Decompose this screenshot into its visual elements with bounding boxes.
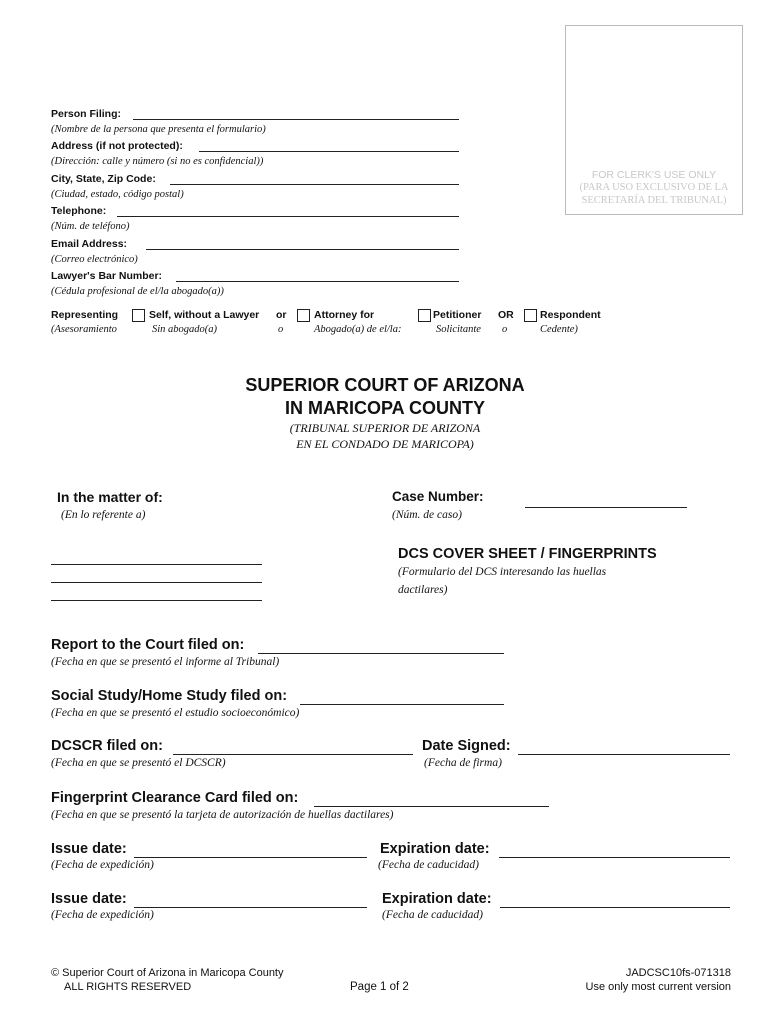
footer-form-code: JADCSC10fs-071318	[625, 967, 731, 979]
representing-label-es: (Asesoramiento	[51, 324, 117, 335]
attorney-label-es: Abogado(a) de el/la:	[314, 324, 402, 335]
date-signed-label: Date Signed:	[422, 738, 511, 754]
issue-date-label-2: Issue date:	[51, 891, 127, 907]
expiration-date-field-1[interactable]	[499, 857, 730, 858]
self-checkbox[interactable]	[132, 309, 145, 322]
footer-copyright: © Superior Court of Arizona in Maricopa County	[51, 967, 284, 979]
court-title-line1: SUPERIOR COURT OF ARIZONA	[245, 375, 525, 395]
email-field[interactable]	[146, 249, 459, 250]
footer-page-number: Page 1 of 2	[350, 981, 409, 993]
fingerprint-card-field[interactable]	[314, 806, 549, 807]
social-study-label-es: (Fecha en que se presentó el estudio socioeconómico)	[51, 707, 300, 719]
expiration-date-label-1: Expiration date:	[380, 841, 490, 857]
expiration-date-field-2[interactable]	[500, 907, 730, 908]
expiration-date-label-es-1: (Fecha de caducidad)	[378, 859, 479, 871]
bar-number-field[interactable]	[176, 281, 459, 282]
court-title-es-line1: (TRIBUNAL SUPERIOR DE ARIZONA	[289, 421, 481, 435]
city-field[interactable]	[170, 184, 459, 185]
telephone-field[interactable]	[117, 216, 459, 217]
clerk-use-label-es-2: SECRETARÍA DEL TRIBUNAL)	[581, 195, 727, 206]
dcscr-filed-label-es: (Fecha en que se presentó el DCSCR)	[51, 757, 226, 769]
respondent-checkbox[interactable]	[524, 309, 537, 322]
fingerprint-card-label: Fingerprint Clearance Card filed on:	[51, 790, 299, 806]
address-label: Address (if not protected):	[51, 140, 183, 152]
matter-label-es: (En lo referente a)	[61, 509, 146, 521]
petitioner-label: Petitioner	[433, 309, 482, 321]
report-filed-label-es: (Fecha en que se presentó el informe al Tribunal)	[51, 656, 280, 668]
respondent-label: Respondent	[540, 309, 601, 321]
expiration-date-label-2: Expiration date:	[382, 891, 492, 907]
issue-date-field-2[interactable]	[134, 907, 367, 908]
representing-label: Representing	[51, 309, 119, 321]
date-signed-field[interactable]	[518, 754, 730, 755]
report-filed-label: Report to the Court filed on:	[51, 637, 245, 653]
telephone-label: Telephone:	[51, 205, 107, 217]
footer-rights: ALL RIGHTS RESERVED	[64, 981, 192, 993]
date-signed-label-es: (Fecha de firma)	[424, 757, 502, 769]
matter-field-line1[interactable]	[51, 564, 262, 565]
address-label-es: (Dirección: calle y número (si no es confidencial))	[51, 156, 264, 167]
court-title-es-line2: EN EL CONDADO DE MARICOPA)	[296, 437, 474, 451]
expiration-date-label-es-2: (Fecha de caducidad)	[382, 909, 483, 921]
matter-field-line3[interactable]	[51, 600, 262, 601]
case-number-field[interactable]	[525, 507, 687, 508]
dcs-cover-sheet-title: DCS COVER SHEET / FINGERPRINTS	[398, 546, 657, 562]
or-uppercase-label: OR	[498, 309, 514, 321]
report-filed-field[interactable]	[258, 653, 504, 654]
email-label-es: (Correo electrónico)	[51, 254, 138, 265]
clerk-use-label: FOR CLERK'S USE ONLY	[591, 169, 717, 181]
petitioner-checkbox[interactable]	[418, 309, 431, 322]
issue-date-label-es-1: (Fecha de expedición)	[51, 859, 154, 871]
issue-date-label-1: Issue date:	[51, 841, 127, 857]
clerk-use-box	[565, 25, 743, 215]
social-study-field[interactable]	[300, 704, 504, 705]
dcscr-filed-label: DCSCR filed on:	[51, 738, 163, 754]
dcscr-filed-field[interactable]	[173, 754, 413, 755]
issue-date-label-es-2: (Fecha de expedición)	[51, 909, 154, 921]
social-study-label: Social Study/Home Study filed on:	[51, 688, 288, 704]
petitioner-label-es: Solicitante	[436, 324, 481, 335]
self-label-es: Sin abogado(a)	[152, 324, 218, 335]
or-label: or	[276, 309, 287, 321]
case-number-label-es: (Núm. de caso)	[392, 509, 462, 521]
city-label: City, State, Zip Code:	[51, 173, 156, 185]
attorney-checkbox[interactable]	[297, 309, 310, 322]
person-filing-field[interactable]	[133, 119, 459, 120]
bar-number-label: Lawyer's Bar Number:	[51, 270, 163, 282]
bar-number-label-es: (Cédula profesional de el/la abogado(a))	[51, 286, 224, 297]
person-filing-label-es: (Nombre de la persona que presenta el formulario)	[51, 124, 266, 135]
attorney-label: Attorney for	[314, 309, 375, 321]
email-label: Email Address:	[51, 238, 128, 250]
fingerprint-card-label-es: (Fecha en que se presentó la tarjeta de autorización de huellas dactilares)	[51, 809, 394, 821]
city-label-es: (Ciudad, estado, código postal)	[51, 189, 184, 200]
issue-date-field-1[interactable]	[134, 857, 367, 858]
person-filing-label: Person Filing:	[51, 108, 122, 120]
telephone-label-es: (Núm. de teléfono)	[51, 221, 130, 232]
respondent-label-es: Cedente)	[540, 324, 578, 335]
case-number-label: Case Number:	[392, 489, 484, 504]
address-field[interactable]	[199, 151, 459, 152]
or-uppercase-label-es: o	[502, 324, 508, 335]
court-title-line2: IN MARICOPA COUNTY	[285, 398, 485, 418]
matter-label: In the matter of:	[57, 489, 163, 505]
dcs-cover-sheet-title-es-2: dactilares)	[398, 584, 448, 596]
dcs-cover-sheet-title-es-1: (Formulario del DCS interesando las huellas	[398, 566, 607, 578]
footer-version-note: Use only most current version	[585, 981, 731, 993]
or-label-es: o	[278, 324, 284, 335]
self-label: Self, without a Lawyer	[149, 309, 260, 321]
clerk-use-label-es-1: (PARA USO EXCLUSIVO DE LA	[579, 182, 729, 193]
matter-field-line2[interactable]	[51, 582, 262, 583]
